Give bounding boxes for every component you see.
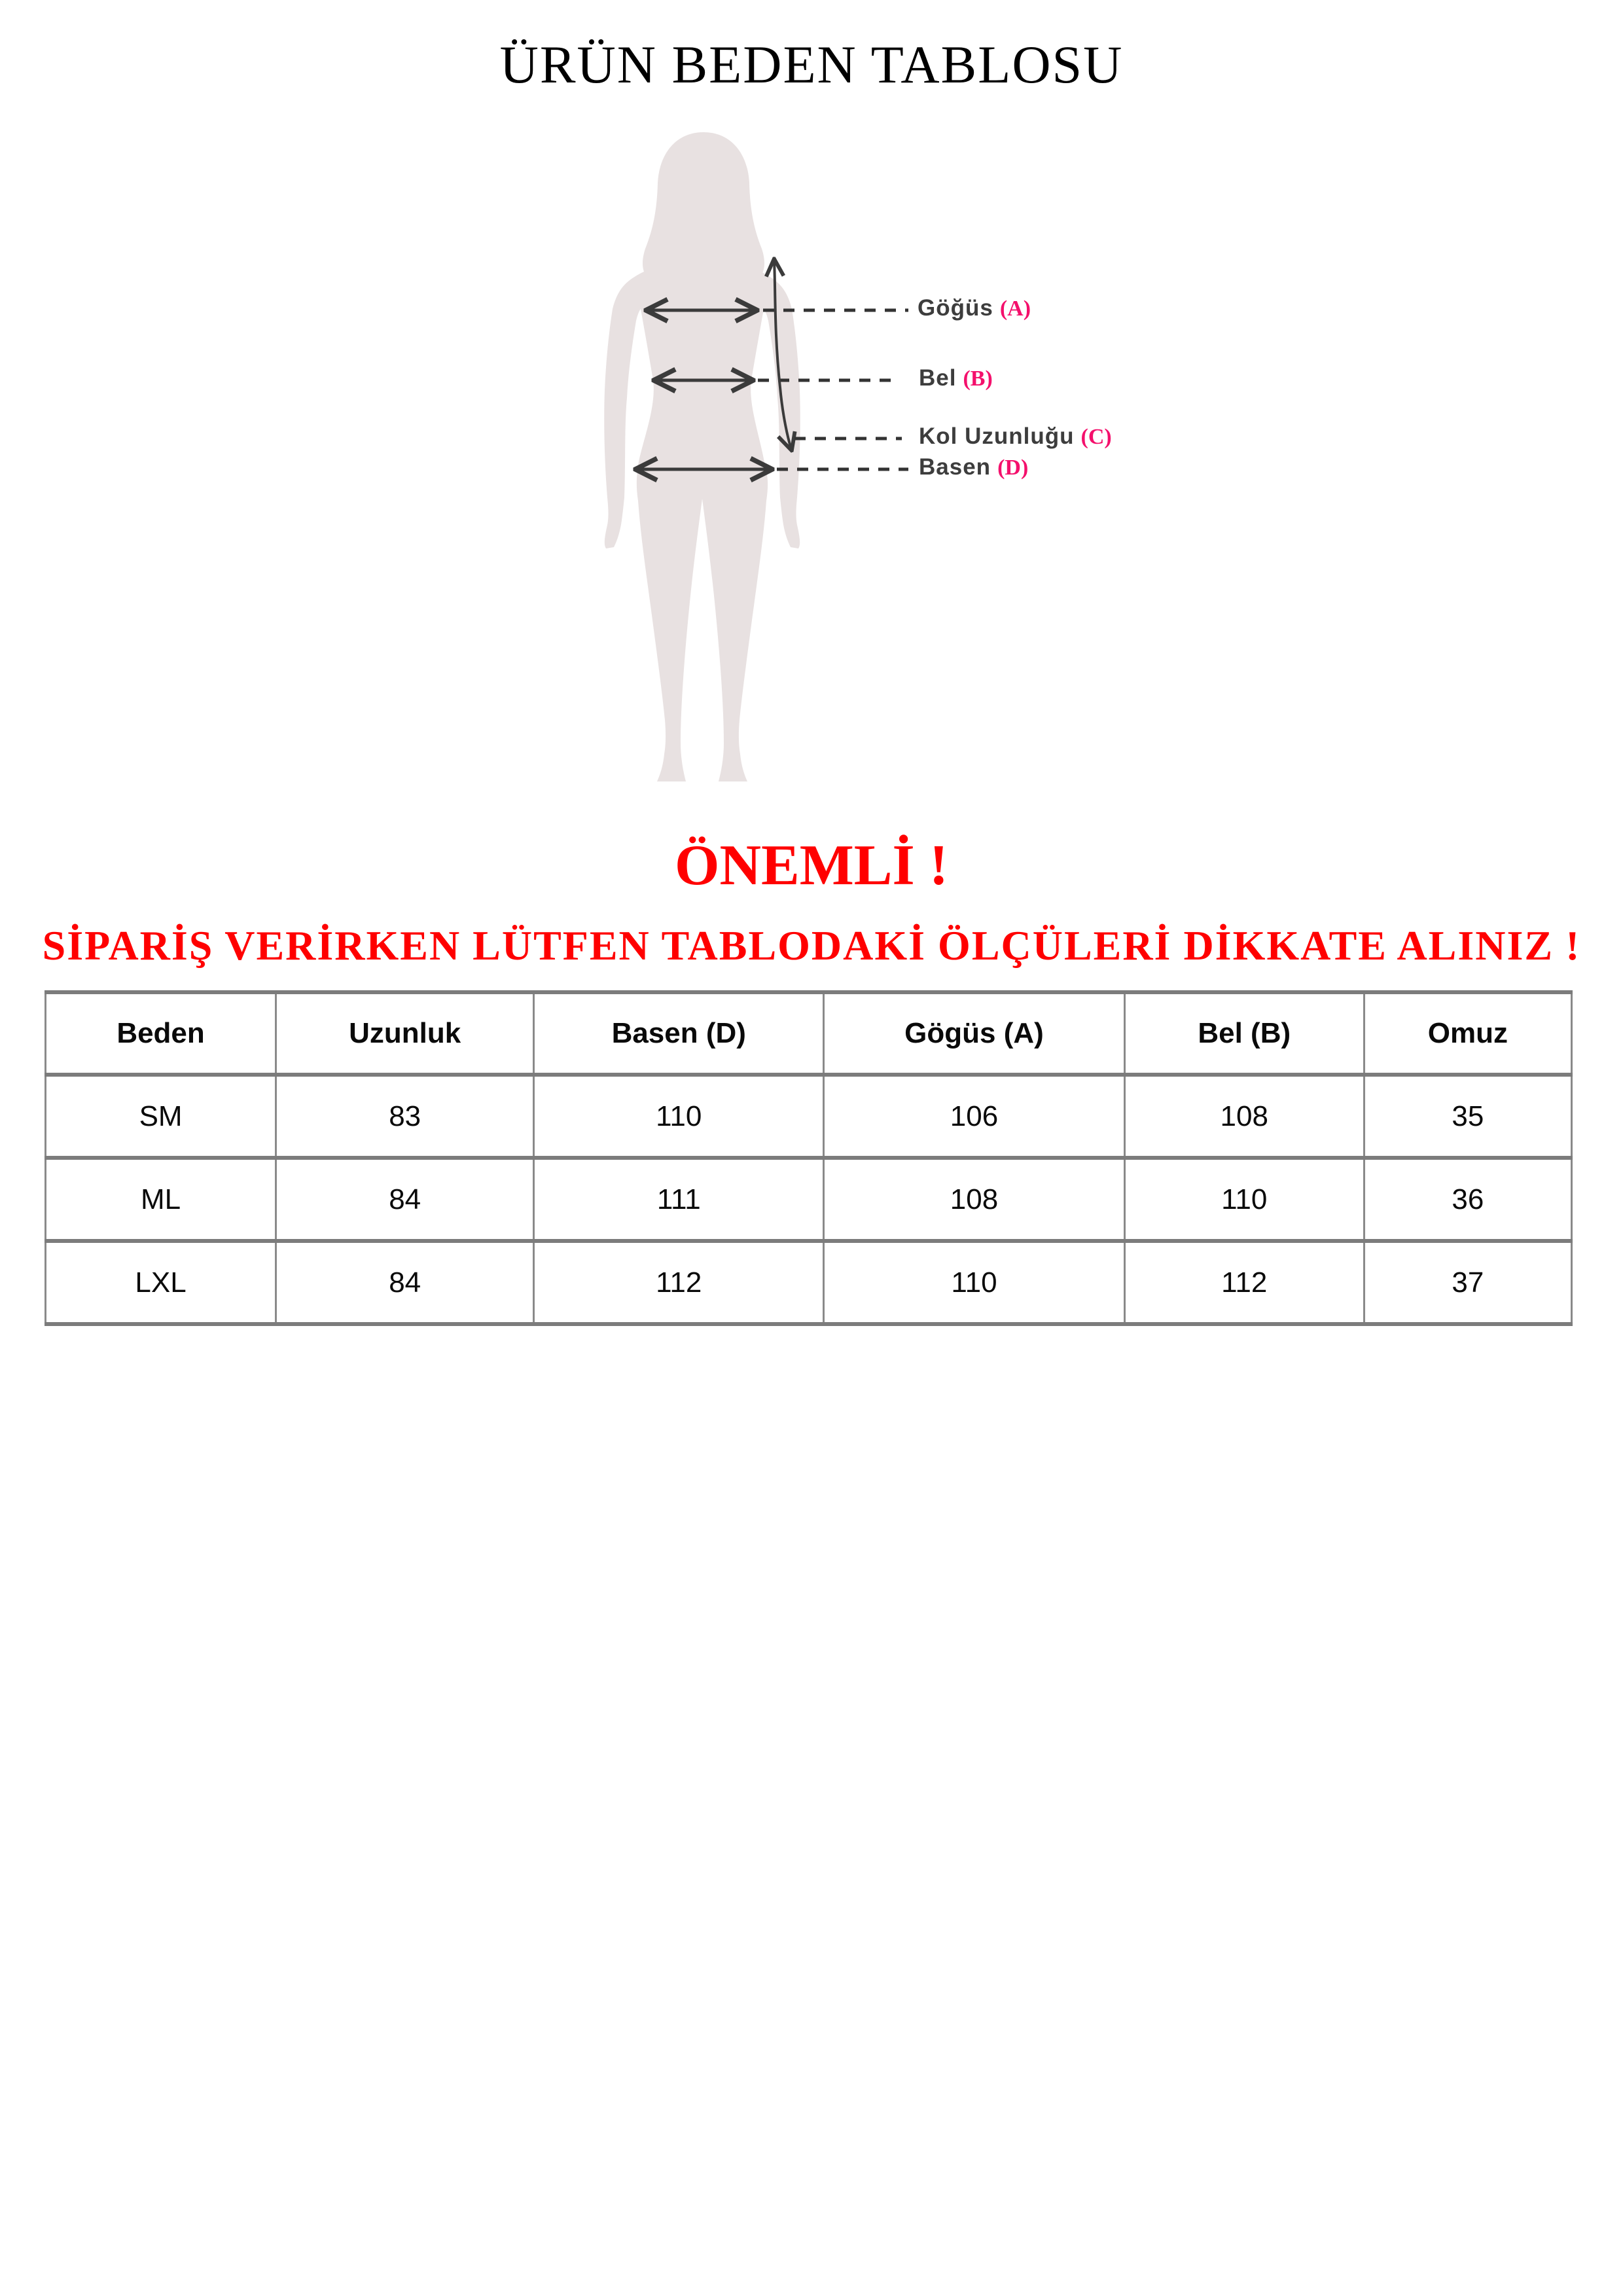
silhouette-head xyxy=(643,132,764,281)
cell-value: 36 xyxy=(1364,1158,1571,1241)
silhouette-figure-graphic xyxy=(576,118,1113,798)
cell-size: ML xyxy=(46,1158,276,1241)
label-hip xyxy=(919,454,1028,480)
label-chest xyxy=(918,295,1031,321)
col-header-bel: Bel (B) xyxy=(1124,992,1364,1075)
size-table-header-row xyxy=(46,992,1572,1075)
label-waist xyxy=(919,365,993,391)
cell-size: SM xyxy=(46,1075,276,1158)
label-chest-text: Göğüs xyxy=(918,295,993,321)
label-sleeve xyxy=(919,423,1112,450)
label-waist-text: Bel xyxy=(919,365,957,391)
cell-value: 110 xyxy=(1124,1158,1364,1241)
cell-value: 37 xyxy=(1364,1241,1571,1324)
cell-size: LXL xyxy=(46,1241,276,1324)
cell-value: 112 xyxy=(1124,1241,1364,1324)
cell-value: 108 xyxy=(824,1158,1124,1241)
label-hip-text: Basen xyxy=(919,454,991,480)
col-header-omuz: Omuz xyxy=(1364,992,1571,1075)
col-header-basen: Basen (D) xyxy=(534,992,824,1075)
size-table xyxy=(45,990,1573,1326)
label-hip-code: (D) xyxy=(997,456,1029,480)
order-warning-text: SİPARİŞ VERİRKEN LÜTFEN TABLODAKİ ÖLÇÜLERİ DİKKATE ALINIZ ! xyxy=(42,922,1581,969)
cell-value: 84 xyxy=(276,1241,534,1324)
label-waist-code: (B) xyxy=(963,367,993,391)
label-sleeve-code: (C) xyxy=(1080,425,1112,449)
table-row-sm xyxy=(46,1075,1572,1158)
cell-value: 106 xyxy=(824,1075,1124,1158)
table-row-lxl xyxy=(46,1241,1572,1324)
cell-value: 108 xyxy=(1124,1075,1364,1158)
table-row-ml xyxy=(46,1158,1572,1241)
cell-value: 110 xyxy=(534,1075,824,1158)
col-header-gogus: Gögüs (A) xyxy=(824,992,1124,1075)
label-chest-code: (A) xyxy=(999,296,1031,321)
silhouette-body xyxy=(604,260,800,781)
cell-value: 110 xyxy=(824,1241,1124,1324)
cell-value: 84 xyxy=(276,1158,534,1241)
cell-value: 35 xyxy=(1364,1075,1571,1158)
measurement-diagram xyxy=(576,118,1113,798)
important-heading: ÖNEMLİ ! xyxy=(675,834,948,897)
col-header-beden: Beden xyxy=(46,992,276,1075)
col-header-uzunluk: Uzunluk xyxy=(276,992,534,1075)
page-title: ÜRÜN BEDEN TABLOSU xyxy=(499,35,1124,94)
cell-value: 83 xyxy=(276,1075,534,1158)
label-sleeve-text: Kol Uzunluğu xyxy=(919,423,1075,449)
cell-value: 111 xyxy=(534,1158,824,1241)
cell-value: 112 xyxy=(534,1241,824,1324)
